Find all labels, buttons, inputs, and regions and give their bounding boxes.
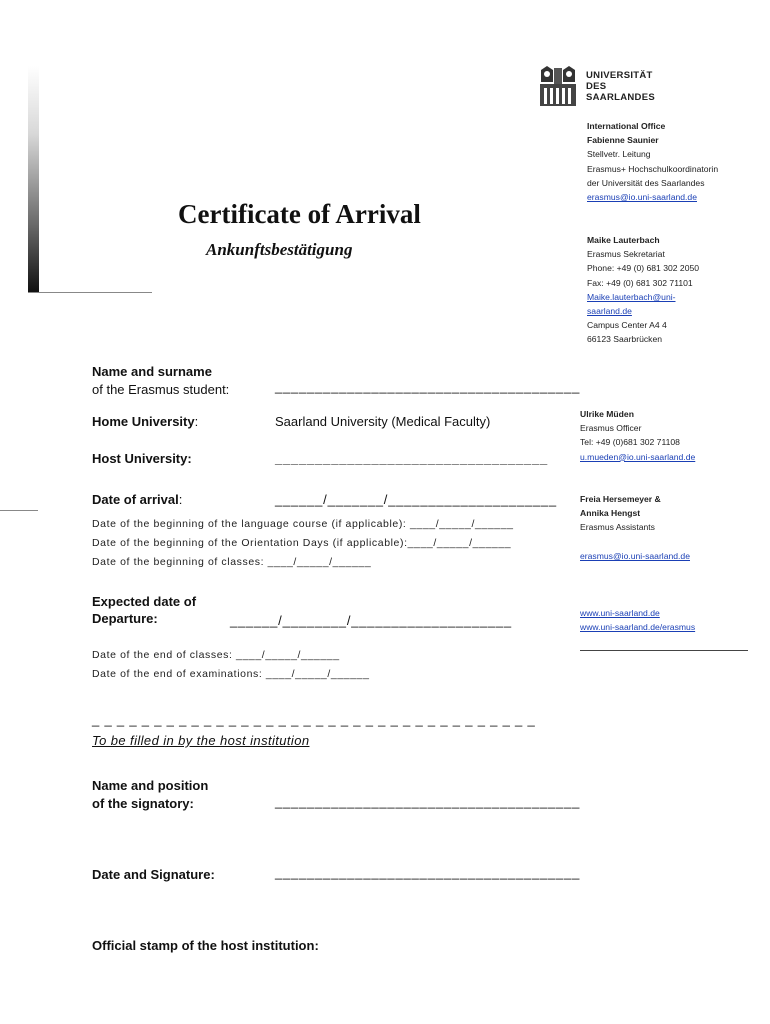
home-university-colon: : [194,414,199,429]
arrival-date-label [92,492,182,507]
official-stamp-label: Official stamp of the host institution: [92,938,319,953]
intl-office-heading: International Office [587,121,666,131]
assistants-names-2: Annika Hengst [580,508,641,519]
web-link-1[interactable]: www.uni-saarland.de [580,608,660,618]
assistants-names-1: Freia Hersemeyer & [580,494,661,504]
margin-rule [0,510,38,511]
arrival-date-colon: : [178,492,183,507]
home-university-label [92,414,198,429]
web-link-2[interactable]: www.uni-saarland.de/erasmus [580,622,696,633]
officer-tel: Tel: +49 (0)681 302 71108 [580,437,680,448]
assistants-email-link[interactable]: erasmus@io.uni-saarland.de [580,551,690,561]
sekretariat-name: Maike Lauterbach [587,235,660,245]
web-links-block [580,606,695,634]
sidebar-rule [580,650,748,651]
date-signature-field[interactable]: ______________________________________ [275,865,581,880]
officer-name: Ulrike Müden [580,409,634,419]
sekretariat-role: Erasmus Sekretariat [587,249,665,260]
officer-role: Erasmus Officer [580,423,642,434]
student-name-label-2: of the Erasmus student: [92,382,230,397]
sekretariat-phone: Phone: +49 (0) 681 302 2050 [587,263,700,274]
officer-email-link[interactable]: u.mueden@io.uni-saarland.de [580,451,696,462]
classes-begin-date[interactable]: Date of the beginning of classes: ____/_____/______ [92,556,372,568]
sekretariat-email-link-1[interactable]: Maike.lauterbach@uni- [587,291,676,302]
intl-office-block [587,119,718,204]
page-subtitle: Ankunftsbestätigung [206,240,353,259]
exams-end-date[interactable]: Date of the end of examinations: ____/_____/______ [92,668,370,680]
sekretariat-email-link-2[interactable]: saarland.de [587,306,632,317]
departure-label-1: Expected date of [92,594,197,609]
departure-date-field[interactable]: ______/________/____________________ [230,613,512,628]
sekretariat-block [587,233,699,347]
header-rule [28,292,152,293]
host-fill-heading: To be filled in by the host institution [92,733,310,748]
signatory-label-2: of the signatory: [92,796,194,811]
officer-block [580,407,695,464]
home-university-value: Saarland University (Medical Faculty) [275,414,491,429]
signatory-label-1: Name and position [92,778,209,793]
assistants-block [580,492,661,535]
sekretariat-address-2: 66123 Saarbrücken [587,334,663,345]
assistants-role: Erasmus Assistants [580,522,655,533]
signatory-field[interactable]: ______________________________________ [275,794,581,809]
sekretariat-address-1: Campus Center A4 4 [587,320,667,331]
page-title: Certificate of Arrival [178,199,421,229]
departure-label-2: Departure: [92,611,158,626]
orientation-days-date[interactable]: Date of the beginning of the Orientation Days (if applicable):____/_____/______ [92,537,512,549]
student-name-label-1: Name and surname [92,364,212,379]
intl-office-role-1: Stellvetr. Leitung [587,149,651,160]
language-course-date[interactable]: Date of the beginning of the language course (if applicable): ____/_____/______ [92,518,514,530]
intl-office-name: Fabienne Saunier [587,135,659,146]
logo-text [586,70,655,103]
arrival-date-field[interactable]: ______/_______/_____________________ [275,492,557,507]
student-name-field[interactable]: ______________________________________ [275,379,581,394]
host-university-label: Host University: [92,451,192,466]
arrival-date-label-text: Date of arrival [92,492,179,507]
university-logo-icon [537,64,579,108]
logo-line-2: DES [586,81,607,92]
date-signature-label: Date and Signature: [92,867,215,882]
home-university-label-text: Home University [92,414,195,429]
logo-line-3: SAARLANDES [586,92,655,103]
separator-dashes: _ _ _ _ _ _ _ _ _ _ _ _ _ _ _ _ _ _ _ _ _ _ _ _ _ _ _ _ _ _ _ _ _ _ _ _ [92,712,536,727]
sekretariat-fax: Fax: +49 (0) 681 302 71101 [587,277,693,288]
intl-office-email-link[interactable]: erasmus@io.uni-saarland.de [587,192,697,203]
intl-office-role-2: Erasmus+ Hochschulkoordinatorin [587,163,719,174]
logo-line-1: UNIVERSITÄT [586,70,653,81]
host-university-field[interactable]: __________________________________ [275,451,549,466]
intl-office-role-3: der Universität des Saarlandes [587,177,705,188]
decorative-gradient-bar [28,66,39,292]
classes-end-date[interactable]: Date of the end of classes: ____/_____/______ [92,649,340,661]
